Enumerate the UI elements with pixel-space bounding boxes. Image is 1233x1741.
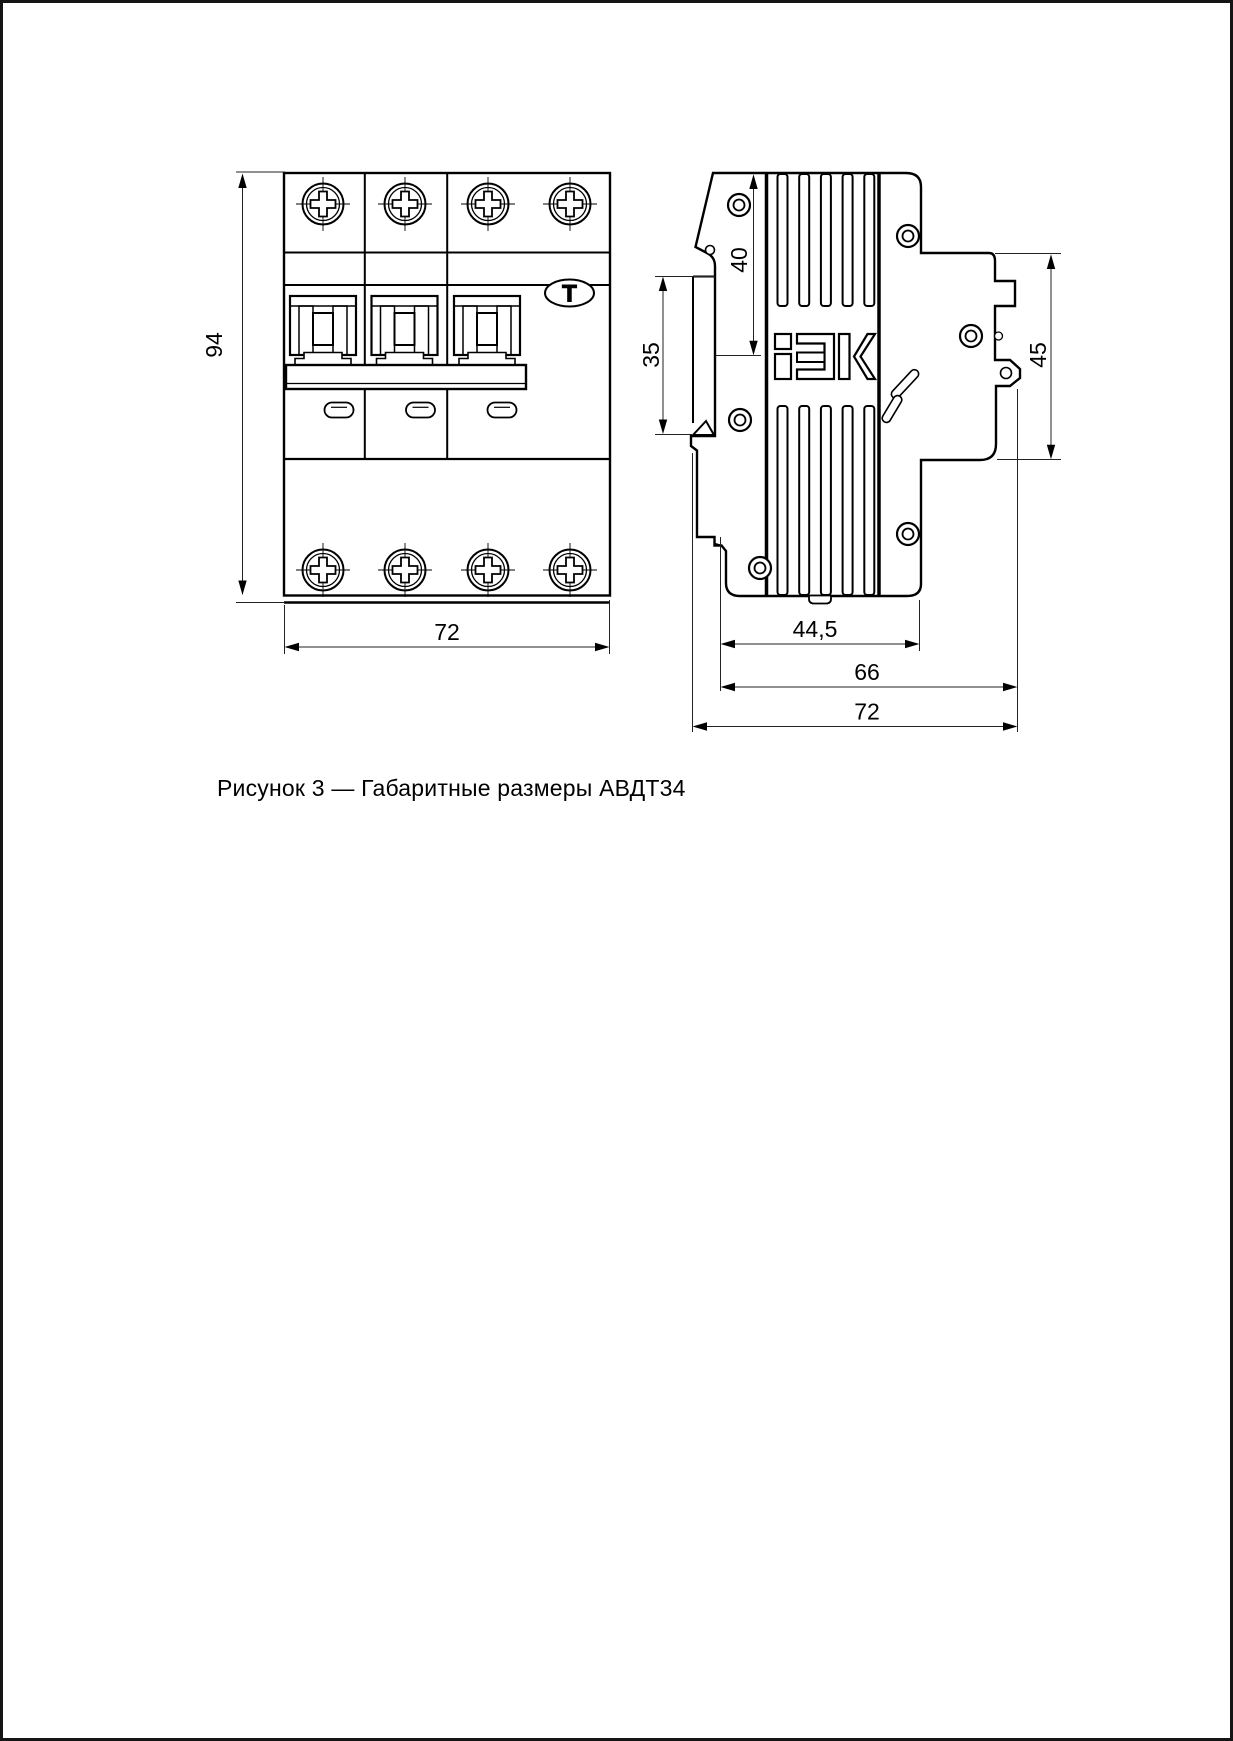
dim-side-35: 35 — [638, 342, 664, 368]
pivot-hole — [706, 246, 715, 255]
switch-mechanism — [372, 296, 438, 366]
screw-icon — [897, 523, 919, 545]
terminal-tab-hole — [1001, 368, 1012, 379]
dim-front-width: 72 — [434, 619, 460, 645]
dim-side-72: 72 — [854, 698, 880, 725]
dimension-94 — [201, 172, 285, 603]
switch-mechanism — [290, 296, 356, 366]
screw-icon — [728, 194, 750, 216]
dimension-drawing — [3, 3, 1233, 1741]
test-button — [545, 280, 594, 308]
clip-spring-tip — [693, 421, 714, 435]
switch-mechanism — [454, 296, 520, 366]
screw-icon — [729, 409, 751, 431]
side-body-outline — [691, 173, 1020, 596]
dimension-35 — [638, 277, 715, 435]
dim-side-40: 40 — [726, 247, 752, 273]
small-hole — [995, 332, 1003, 340]
dim-side-45: 45 — [1025, 342, 1051, 368]
dim-side-44-5: 44,5 — [792, 616, 838, 642]
side-view — [691, 173, 1020, 604]
pole-switches — [290, 296, 520, 366]
bottom-center-tab — [809, 596, 831, 604]
dim-side-66: 66 — [854, 659, 880, 685]
screw-icon — [960, 325, 982, 347]
switch-toggle-bar — [286, 365, 526, 389]
dimension-72-front — [285, 600, 610, 654]
figure-caption: Рисунок 3 — Габаритные размеры АВДТ34 — [217, 775, 686, 801]
screw-icon — [897, 225, 919, 247]
test-button-label: T — [562, 280, 577, 308]
screw-icon — [749, 557, 771, 579]
front-view — [284, 173, 610, 603]
dim-front-height: 94 — [201, 332, 227, 358]
